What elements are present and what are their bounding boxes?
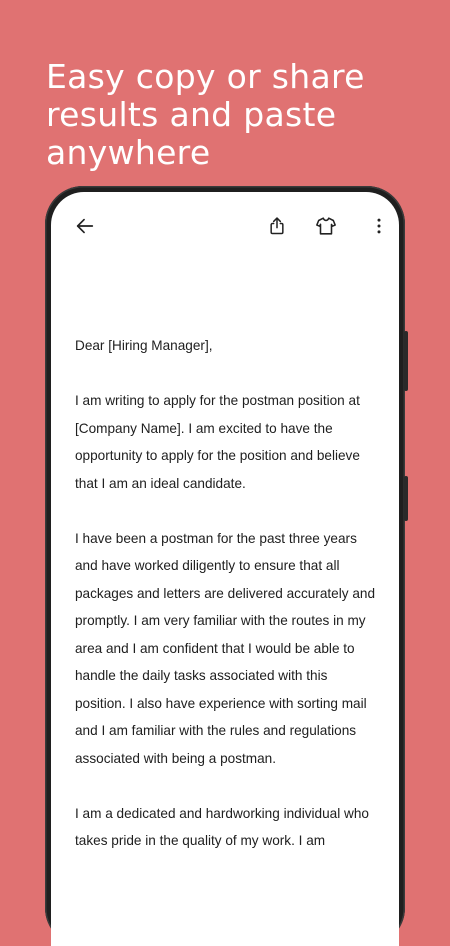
- phone-screen: [51, 192, 399, 946]
- share-button[interactable]: [263, 212, 291, 240]
- cover-letter-text: [75, 332, 375, 882]
- phone-frame: [45, 186, 405, 946]
- top-toolbar: [51, 192, 399, 256]
- letter-greeting: Dear [Hiring Manager],: [75, 338, 213, 353]
- headline-line: anywhere: [46, 133, 211, 172]
- tshirt-icon: [315, 215, 337, 237]
- more-vertical-icon: [369, 216, 389, 236]
- letter-paragraph: I have been a postman for the past three years and have worked diligently to ensure that all packages and letters are delivered accurately and promptly. I am very familiar with the routes in my area and I am confident that I would be able to handle the daily tasks associated with this position. I also have experience with sorting mail and I am familiar with the rules and regulations associated with being a postman.: [75, 530, 375, 766]
- theme-button[interactable]: [312, 212, 340, 240]
- letter-paragraph: I am writing to apply for the postman position at [Company Name]. I am excited to have the opportunity to apply for the position and believe that I am an ideal candidate.: [75, 393, 360, 491]
- headline: [46, 58, 426, 172]
- more-options-button[interactable]: [365, 212, 393, 240]
- phone-side-button: [404, 331, 408, 391]
- headline-line: results and paste: [46, 95, 337, 134]
- arrow-left-icon: [74, 215, 96, 237]
- phone-side-button: [404, 476, 408, 521]
- letter-paragraph: I am a dedicated and hardworking individual who takes pride in the quality of my work. I am: [75, 805, 369, 848]
- headline-line: Easy copy or share: [46, 57, 365, 96]
- share-icon: [267, 216, 287, 236]
- back-button[interactable]: [71, 212, 99, 240]
